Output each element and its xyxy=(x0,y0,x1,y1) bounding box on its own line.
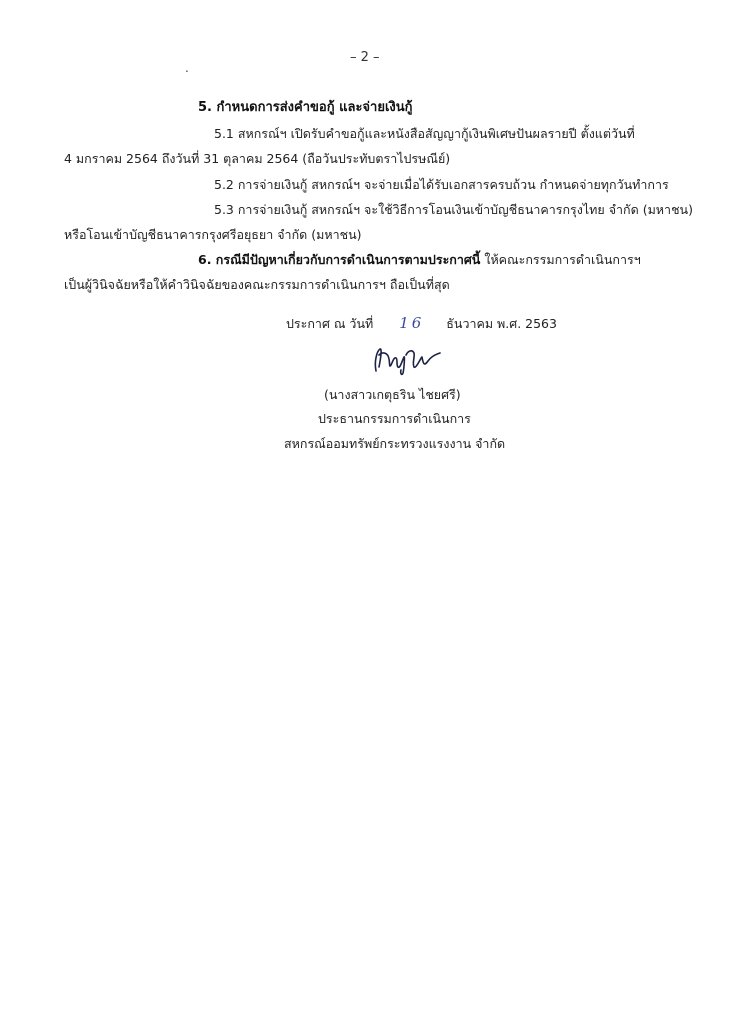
section-5-1-line-2: 4 มกราคม 2564 ถึงวันที่ 31 ตุลาคม 2564 (ถือวันประทับตราไปรษณีย์) xyxy=(64,151,451,166)
signatory-position: ประธานกรรมการดำเนินการ xyxy=(318,411,471,426)
signatory-name: (นางสาวเกตุธริน ไชยศรี) xyxy=(324,387,461,402)
page-number: – 2 – xyxy=(350,50,380,65)
section-6-line-1-rest: ให้คณะกรรมการดำเนินการฯ xyxy=(484,252,641,267)
announcement-day: 16 xyxy=(399,314,425,332)
section-6-line-2: เป็นผู้วินิจฉัยหรือให้คำวินิจฉัยของคณะกรรมการดำเนินการฯ ถือเป็นที่สุด xyxy=(64,277,450,292)
handwritten-signature xyxy=(368,343,448,377)
section-5-1-line-1: 5.1 สหกรณ์ฯ เปิดรับคำขอกู้และหนังสือสัญญากู้เงินพิเศษปันผลรายปี ตั้งแต่วันที่ xyxy=(214,126,635,141)
announcement-prefix: ประกาศ ณ วันที่ xyxy=(286,316,374,331)
section-5-3-line-2: หรือโอนเข้าบัญชีธนาคารกรุงศรีอยุธยา จำกัด (มหาชน) xyxy=(64,227,362,242)
section-6-line-1 xyxy=(198,254,641,267)
section-5-3-line-1: 5.3 การจ่ายเงินกู้ สหกรณ์ฯ จะใช้วิธีการโอนเงินเข้าบัญชีธนาคารกรุงไทย จำกัด (มหาชน) xyxy=(214,202,693,217)
section-6-heading: 6. กรณีมีปัญหาเกี่ยวกับการดำเนินการตามประกาศนี้ xyxy=(198,252,481,267)
announcement-suffix: ธันวาคม พ.ศ. 2563 xyxy=(446,316,557,331)
stray-mark: . xyxy=(185,61,189,75)
section-5-heading: 5. กำหนดการส่งคำขอกู้ และจ่ายเงินกู้ xyxy=(198,100,413,115)
section-5-2: 5.2 การจ่ายเงินกู้ สหกรณ์ฯ จะจ่ายเมื่อได้รับเอกสารครบถ้วน กำหนดจ่ายทุกวันทำการ xyxy=(214,177,669,192)
signatory-organization: สหกรณ์ออมทรัพย์กระทรวงแรงงาน จำกัด xyxy=(284,436,506,451)
announcement-date xyxy=(286,316,557,331)
